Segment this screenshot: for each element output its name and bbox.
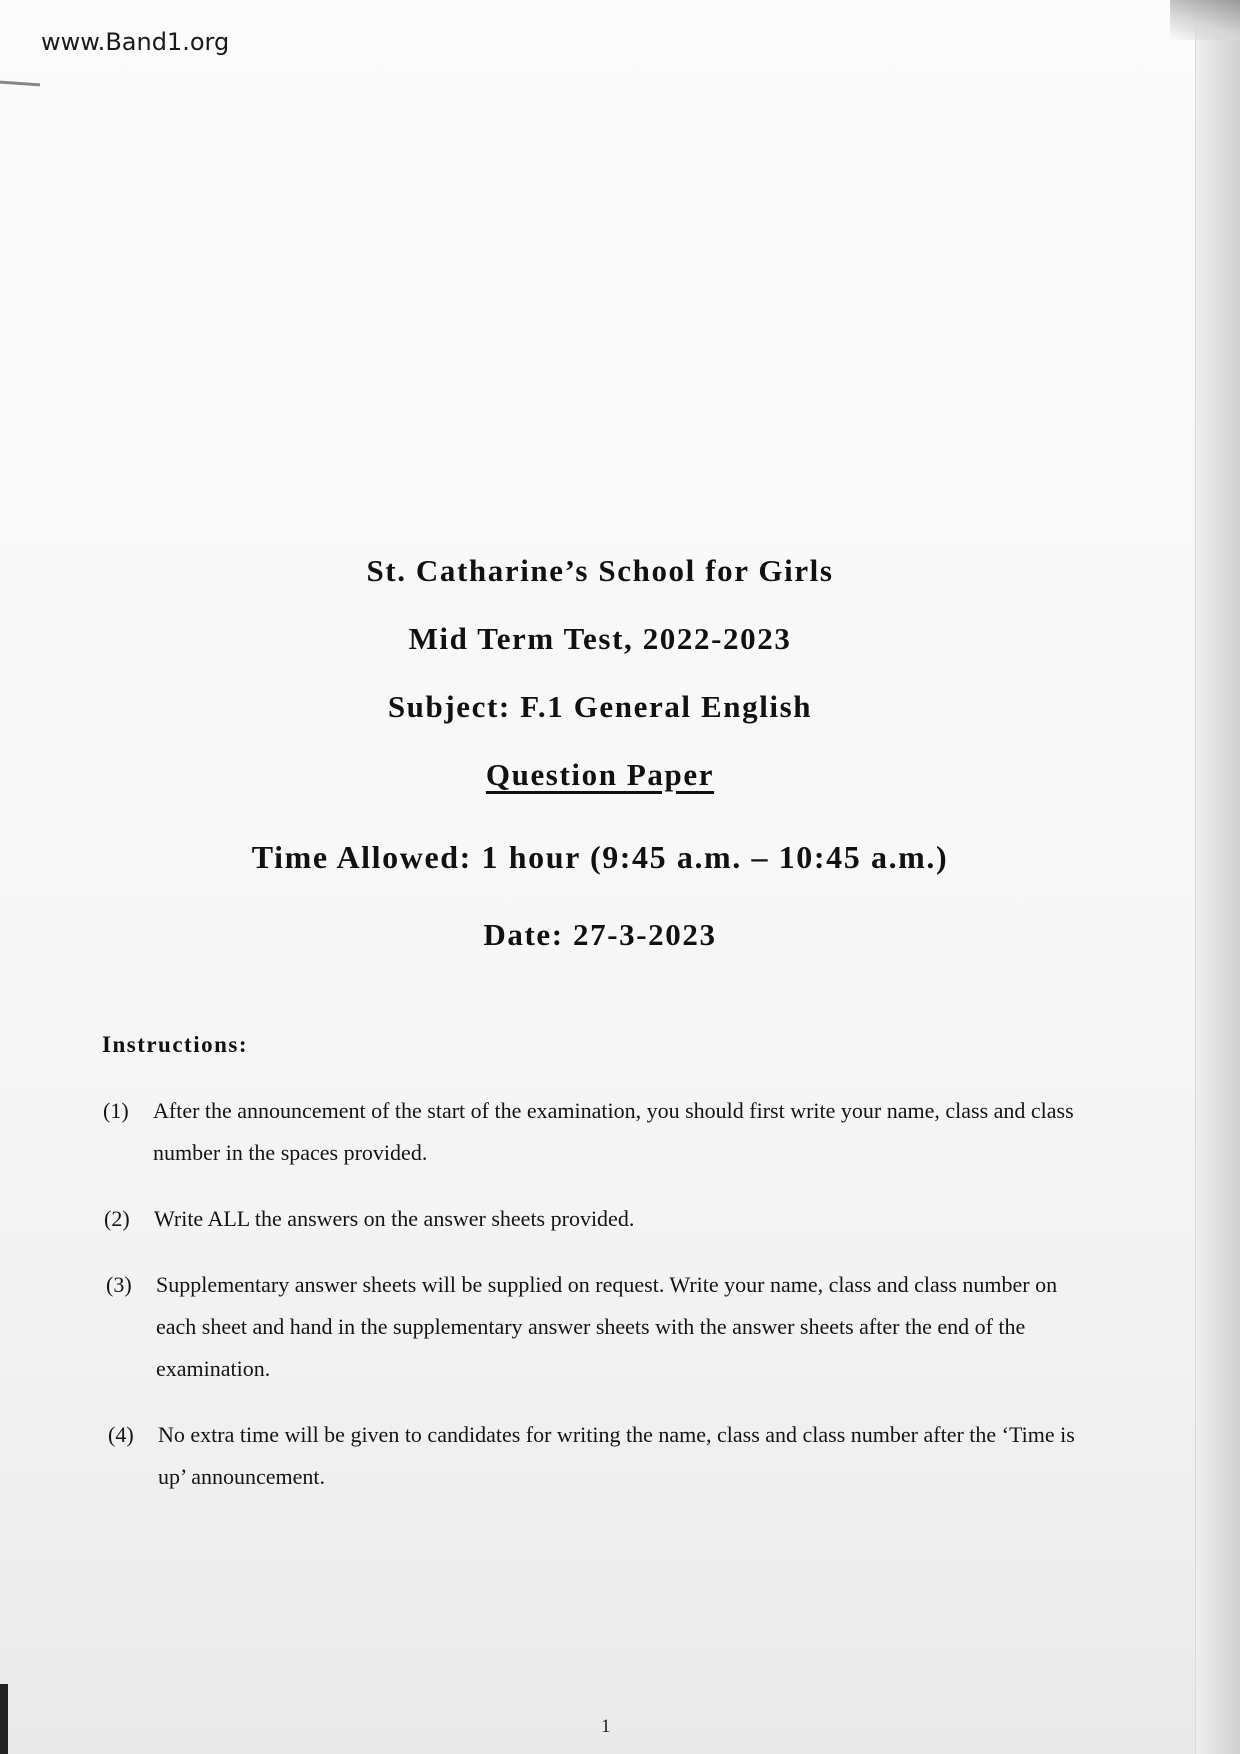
- watermark-url: www.Band1.org: [41, 28, 230, 56]
- bottom-left-shadow: [0, 1684, 8, 1754]
- instructions-heading: Instructions:: [102, 1032, 249, 1057]
- pen-mark: [0, 81, 40, 87]
- instruction-number: (4): [108, 1422, 134, 1447]
- instruction-text: No extra time will be given to candidates for writing the name, class and class number after the ‘Time is up’ announcement.: [158, 1422, 1075, 1489]
- instruction-text: Supplementary answer sheets will be supplied on request. Write your name, class and class number on each sheet and hand in the supplementary answer sheets with the answer sheets after the end of the examination.: [156, 1272, 1058, 1381]
- instruction-item-2: [104, 1198, 1094, 1240]
- instruction-number: (3): [106, 1272, 132, 1297]
- page-number: 1: [601, 1716, 611, 1737]
- subject-line: Subject: F.1 General English: [387, 689, 813, 724]
- exam-date: Date: 27-3-2023: [483, 917, 717, 952]
- school-name: St. Catharine’s School for Girls: [366, 553, 834, 588]
- instruction-text: After the announcement of the start of the examination, you should first write your name, class and class number in the spaces provided.: [153, 1098, 1074, 1165]
- page-edge-shadow: [1195, 0, 1240, 1754]
- time-allowed: Time Allowed: 1 hour (9:45 a.m. – 10:45 a.m.): [251, 839, 949, 875]
- paper-type-label: Question Paper: [485, 757, 715, 792]
- instruction-text: Write ALL the answers on the answer sheets provided.: [154, 1206, 635, 1231]
- instruction-item-1: [103, 1090, 1093, 1174]
- instruction-item-3: [106, 1264, 1096, 1390]
- test-title: Mid Term Test, 2022-2023: [408, 621, 792, 656]
- exam-header: [0, 548, 1200, 980]
- paper-type: [0, 752, 1200, 820]
- instruction-number: (1): [103, 1098, 129, 1123]
- corner-fold: [1170, 0, 1240, 40]
- instruction-item-4: [108, 1414, 1098, 1498]
- instruction-number: (2): [104, 1206, 130, 1231]
